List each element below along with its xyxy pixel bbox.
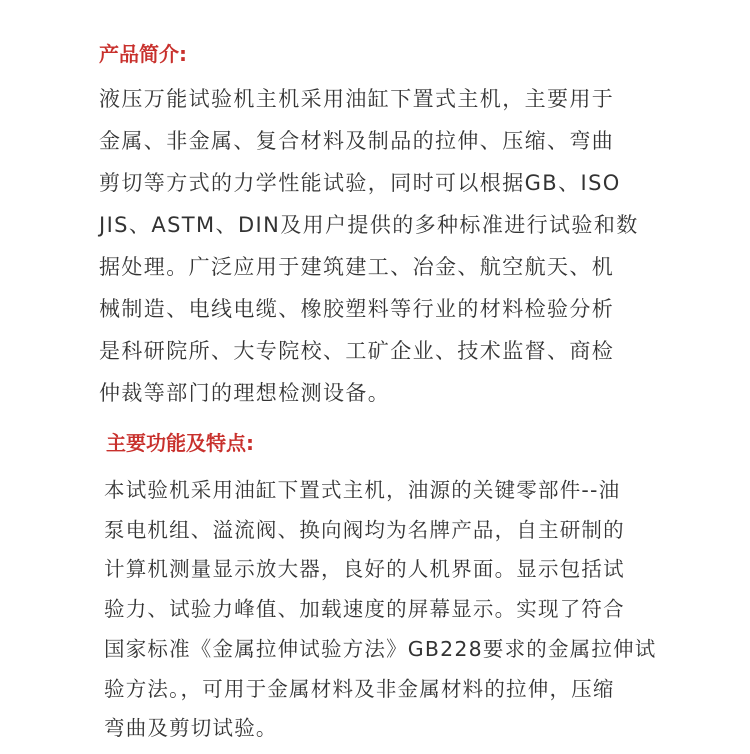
- intro-line: 液压万能试验机主机采用油缸下置式主机，主要用于: [99, 87, 615, 111]
- product-intro-paragraph: [99, 78, 639, 414]
- features-line: 本试验机采用油缸下置式主机，油源的关键零部件--油: [104, 478, 621, 502]
- intro-line: 械制造、电线电缆、橡胶塑料等行业的材料检验分析: [99, 297, 615, 321]
- features-line: 验方法。，可用于金属材料及非金属材料的拉伸，压缩: [104, 676, 615, 701]
- intro-line: 据处理。广泛应用于建筑建工、冶金、航空航天、机: [99, 255, 615, 279]
- product-intro-heading: 产品简介:: [99, 42, 187, 66]
- main-features-heading: 主要功能及特点:: [106, 431, 254, 455]
- features-line: 弯曲及剪切试验。: [104, 716, 278, 741]
- features-line: 验力、试验力峰值、加载速度的屏幕显示。实现了符合: [104, 597, 625, 622]
- intro-line: 剪切等方式的力学性能试验，同时可以根据GB、ISO: [99, 171, 621, 195]
- features-line: 国家标准《金属拉伸试验方法》GB228要求的金属拉伸试: [104, 636, 657, 661]
- features-line: 泵电机组、溢流阀、换向阀均为名牌产品，自主研制的: [104, 517, 625, 542]
- intro-line: JIS、ASTM、DIN及用户提供的多种标准进行试验和数: [99, 213, 639, 237]
- features-line: 计算机测量显示放大器，良好的人机界面。显示包括试: [104, 557, 625, 582]
- intro-line: 金属、非金属、复合材料及制品的拉伸、压缩、弯曲: [99, 129, 615, 153]
- intro-line: 是科研院所、大专院校、工矿企业、技术监督、商检: [99, 339, 615, 363]
- main-features-paragraph: [104, 471, 656, 749]
- intro-line: 仲裁等部门的理想检测设备。: [99, 381, 391, 405]
